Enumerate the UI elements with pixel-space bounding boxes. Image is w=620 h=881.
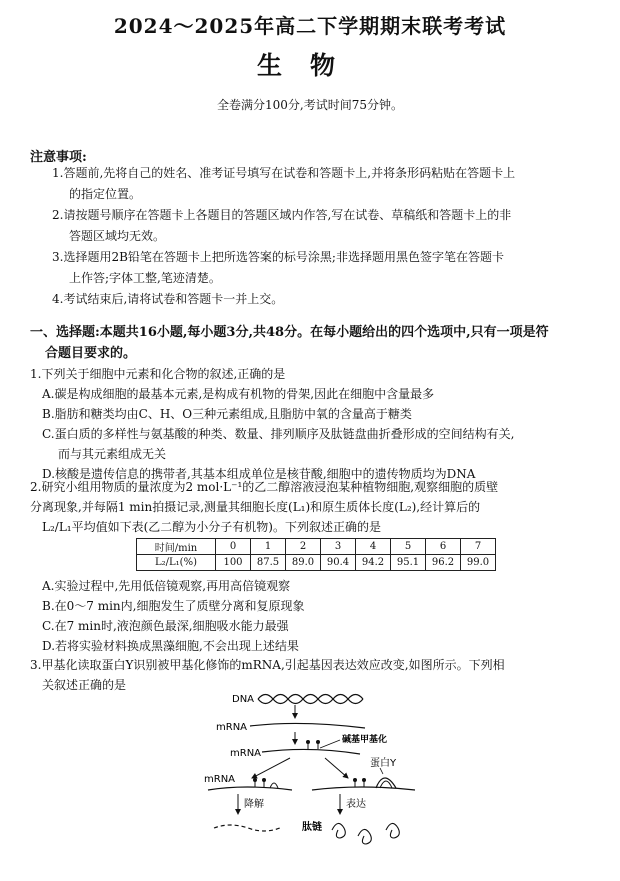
section-line: 合题目要求的。 (45, 346, 137, 361)
degradation-branch-arrow (252, 758, 290, 778)
right-methyl-marks (353, 778, 366, 787)
q1-option-c: C.蛋白质的多样性与氨基酸的种类、数量、排列顺序及肽链盘曲折叠形成的空间结构有关, (42, 427, 515, 441)
q2-data-table (136, 538, 496, 571)
note-item (52, 247, 592, 289)
table-cell: 99.0 (461, 555, 496, 571)
note-line: 1.答题前,先将自己的姓名、准考证号填写在试卷和答题卡上,并将条形码粘贴在答题卡上 (52, 166, 516, 180)
subject-title: 生物 (256, 51, 363, 80)
q1-stem: 1.下列关于细胞中元素和化合物的叙述,正确的是 (30, 367, 286, 381)
table-cell: 94.2 (356, 555, 391, 571)
express-label: 表达 (346, 799, 366, 810)
note-line: 上作答;字体工整,笔迹清楚。 (69, 271, 221, 285)
section-heading (30, 322, 595, 364)
table-row (137, 555, 496, 571)
q2-option-d: D.若将实验材料换成黑藻细胞,不会出现上述结果 (42, 639, 299, 653)
section-line: 一、选择题:本题共16小题,每小题3分,共48分。在每小题给出的四个选项中,只有一项是符 (30, 325, 549, 340)
table-header-cell: 时间/min (137, 539, 216, 555)
left-mrna-strand (208, 787, 292, 790)
q1-option-b: B.脂肪和糖类均由C、H、O三种元素组成,且脂肪中氧的含量高于糖类 (42, 407, 412, 421)
note-line: 答题区域均无效。 (69, 229, 166, 243)
score-time-line: 全卷满分100分,考试时间75分钟。 (217, 98, 403, 112)
mrna-label: mRNA (204, 774, 236, 785)
protein-y-shape (376, 778, 396, 788)
dna-double-helix-strand2 (258, 695, 363, 704)
table-cell: 2 (286, 539, 321, 555)
left-methyl-marks (253, 778, 266, 787)
table-cell: 96.2 (426, 555, 461, 571)
mrna-label: mRNA (216, 722, 248, 733)
q2-option-b: B.在0～7 min内,细胞发生了质壁分离和复原现象 (42, 599, 305, 613)
dna-label: DNA (232, 694, 255, 705)
methyl-group-marks (306, 740, 320, 749)
right-mrna-strand (312, 787, 415, 790)
mrna-label: mRNA (230, 748, 262, 759)
q1-option-d: D.核酸是遗传信息的携带者,其基本组成单位是核苷酸,细胞中的遗传物质均为DNA (42, 467, 476, 481)
methylated-mrna-strand (262, 749, 360, 754)
note-line: 2.请按题号顺序在答题卡上各题目的答题区域内作答,写在试卷、草稿纸和答题卡上的非 (52, 208, 512, 222)
table-cell: 0 (216, 539, 251, 555)
table-cell: 90.4 (321, 555, 356, 571)
table-cell: 1 (251, 539, 286, 555)
table-cell: 100 (216, 555, 251, 571)
protein-y-label: 蛋白Y (370, 758, 397, 769)
q1-option-a: A.碳是构成细胞的最基本元素,是构成有机物的骨架,因此在细胞中含量最多 (42, 387, 435, 401)
q2-stem-line: 2.研究小组用物质的量浓度为2 mol·L⁻¹的乙二醇溶液浸泡某种植物细胞,观察细胞的质壁 (30, 480, 499, 494)
table-cell: 3 (321, 539, 356, 555)
note-item (52, 205, 592, 247)
notes-heading: 注意事项: (30, 150, 87, 165)
q3-stem-line: 3.甲基化读取蛋白Y识别被甲基化修饰的mRNA,引起基因表达效应改变,如图所示。下列相 (30, 658, 505, 672)
q2-stem-line: L₂/L₁平均值如下表(乙二醇为小分子有机物)。下列叙述正确的是 (42, 520, 381, 534)
q2-option-c: C.在7 min时,液泡颜色最深,细胞吸水能力最强 (42, 619, 289, 633)
table-cell: 95.1 (391, 555, 426, 571)
q2-option-a: A.实验过程中,先用低倍镜观察,再用高倍镜观察 (42, 579, 291, 593)
exam-title: 2024～2025年高二下学期期末联考考试 (113, 14, 507, 38)
table-header-cell: L₂/L₁(%) (137, 555, 216, 571)
note-line: 的指定位置。 (69, 187, 142, 201)
peptide-chains (332, 823, 399, 844)
table-cell: 7 (461, 539, 496, 555)
q1-option-c-cont: 而与其元素组成无关 (58, 447, 167, 461)
mrna-strand (250, 723, 365, 728)
peptide-label: 肽链 (302, 822, 322, 833)
expression-branch-arrow (325, 758, 348, 778)
table-cell: 6 (426, 539, 461, 555)
q3-stem-line: 关叙述正确的是 (42, 678, 127, 692)
degraded-mrna (214, 825, 280, 831)
protein-y-shape (270, 783, 278, 788)
table-row (137, 539, 496, 555)
table-cell: 87.5 (251, 555, 286, 571)
mrna-methylation-diagram (200, 690, 420, 850)
table-cell: 4 (356, 539, 391, 555)
degrade-label: 降解 (244, 799, 264, 810)
note-item (52, 163, 592, 205)
table-cell: 89.0 (286, 555, 321, 571)
table-cell: 5 (391, 539, 426, 555)
note-line: 4.考试结束后,请将试卷和答题卡一并上交。 (52, 292, 284, 306)
methylation-label: 碱基甲基化 (342, 735, 388, 745)
methylation-pointer (320, 740, 340, 748)
note-line: 3.选择题用2B铅笔在答题卡上把所选答案的标号涂黑;非选择题用黑色签字笔在答题卡 (52, 250, 504, 264)
q2-stem-line: 分离现象,并每隔1 min拍摄记录,测量其细胞长度(L₁)和原生质体长度(L₂),经计算后的 (30, 500, 481, 514)
note-item (52, 289, 592, 310)
